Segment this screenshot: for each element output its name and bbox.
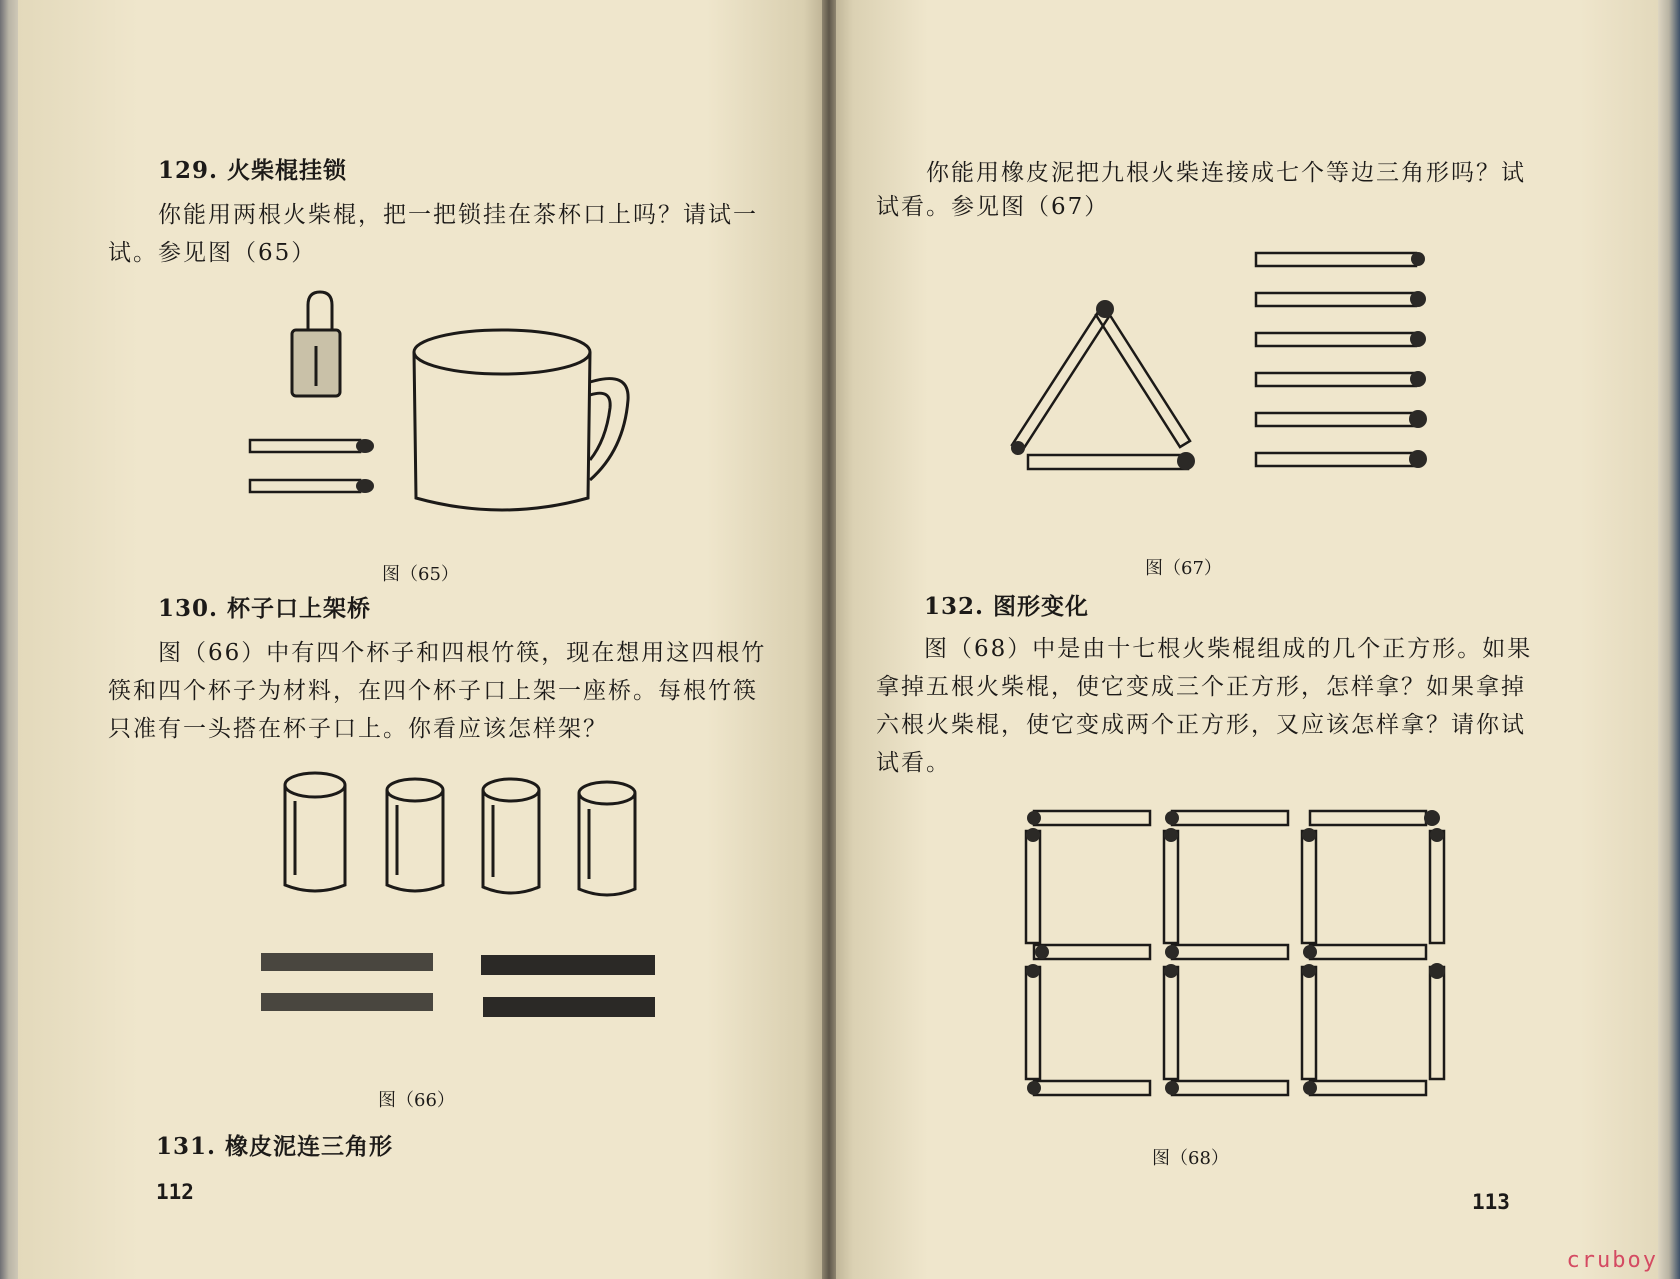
- figure-65: [220, 290, 640, 530]
- section-129-line-1: 你能用两根火柴棍，把一把锁挂在茶杯口上吗？请试一: [158, 202, 758, 228]
- chopsticks-drawing: [261, 953, 655, 1017]
- figure-67-caption: 图（67）: [1145, 558, 1222, 579]
- section-130-line-1: 图（66）中有四个杯子和四根竹筷，现在想用这四根竹: [158, 640, 767, 666]
- cup-1: [285, 773, 345, 891]
- loose-match-heads: [1409, 252, 1427, 468]
- section-131-cont-line-1: 你能用橡皮泥把九根火柴连接成七个等边三角形吗？试: [926, 160, 1526, 186]
- section-132-heading: 132. 图形变化: [924, 593, 1090, 620]
- figure-67: [1000, 245, 1440, 485]
- section-132-line-3: 六根火柴棍，使它变成两个正方形，又应该怎样拿？请你试: [876, 712, 1526, 738]
- section-132-line-2: 拿掉五根火柴棍，使它变成三个正方形，怎样拿？如果拿掉: [876, 674, 1526, 700]
- section-132-line-4: 试看。: [876, 750, 951, 776]
- section-130-line-2: 筷和四个杯子为材料，在四个杯子口上架一座桥。每根竹筷: [108, 678, 758, 704]
- triangle-matches: [1012, 309, 1190, 469]
- mug-drawing: [414, 330, 628, 510]
- watermark: cruboy: [1566, 1248, 1658, 1273]
- cup-3: [483, 779, 539, 893]
- figure-68: [1020, 805, 1450, 1105]
- figure-66-caption: 图（66）: [378, 1090, 455, 1111]
- section-130-heading: 130. 杯子口上架桥: [158, 595, 372, 622]
- section-129-line-2: 试。参见图（65）: [108, 240, 317, 266]
- page-number-left: 112: [156, 1180, 194, 1204]
- square-grid-heads: [1026, 810, 1445, 1095]
- book-gutter: [822, 0, 836, 1279]
- cup-2: [387, 779, 443, 891]
- cups-drawing: [285, 773, 635, 895]
- section-131-heading: 131. 橡皮泥连三角形: [156, 1133, 394, 1160]
- figure-68-caption: 图（68）: [1152, 1148, 1229, 1169]
- book-edge-right: [1658, 0, 1680, 1279]
- figure-66: [255, 765, 675, 1035]
- padlock-drawing: [292, 292, 340, 396]
- square-grid-matches: [1026, 811, 1444, 1095]
- figure-65-caption: 图（65）: [382, 564, 459, 585]
- section-131-cont-line-2: 试看。参见图（67）: [876, 194, 1110, 220]
- page-number-right: 113: [1472, 1190, 1510, 1214]
- matchsticks-fig65: [250, 439, 374, 493]
- cup-4: [579, 782, 635, 895]
- section-130-line-3: 只准有一头搭在杯子口上。你看应该怎样架？: [108, 716, 608, 742]
- loose-matches: [1256, 253, 1416, 466]
- section-132-line-1: 图（68）中是由十七根火柴棍组成的几个正方形。如果: [924, 636, 1533, 662]
- section-129-heading: 129. 火柴棍挂锁: [158, 157, 348, 184]
